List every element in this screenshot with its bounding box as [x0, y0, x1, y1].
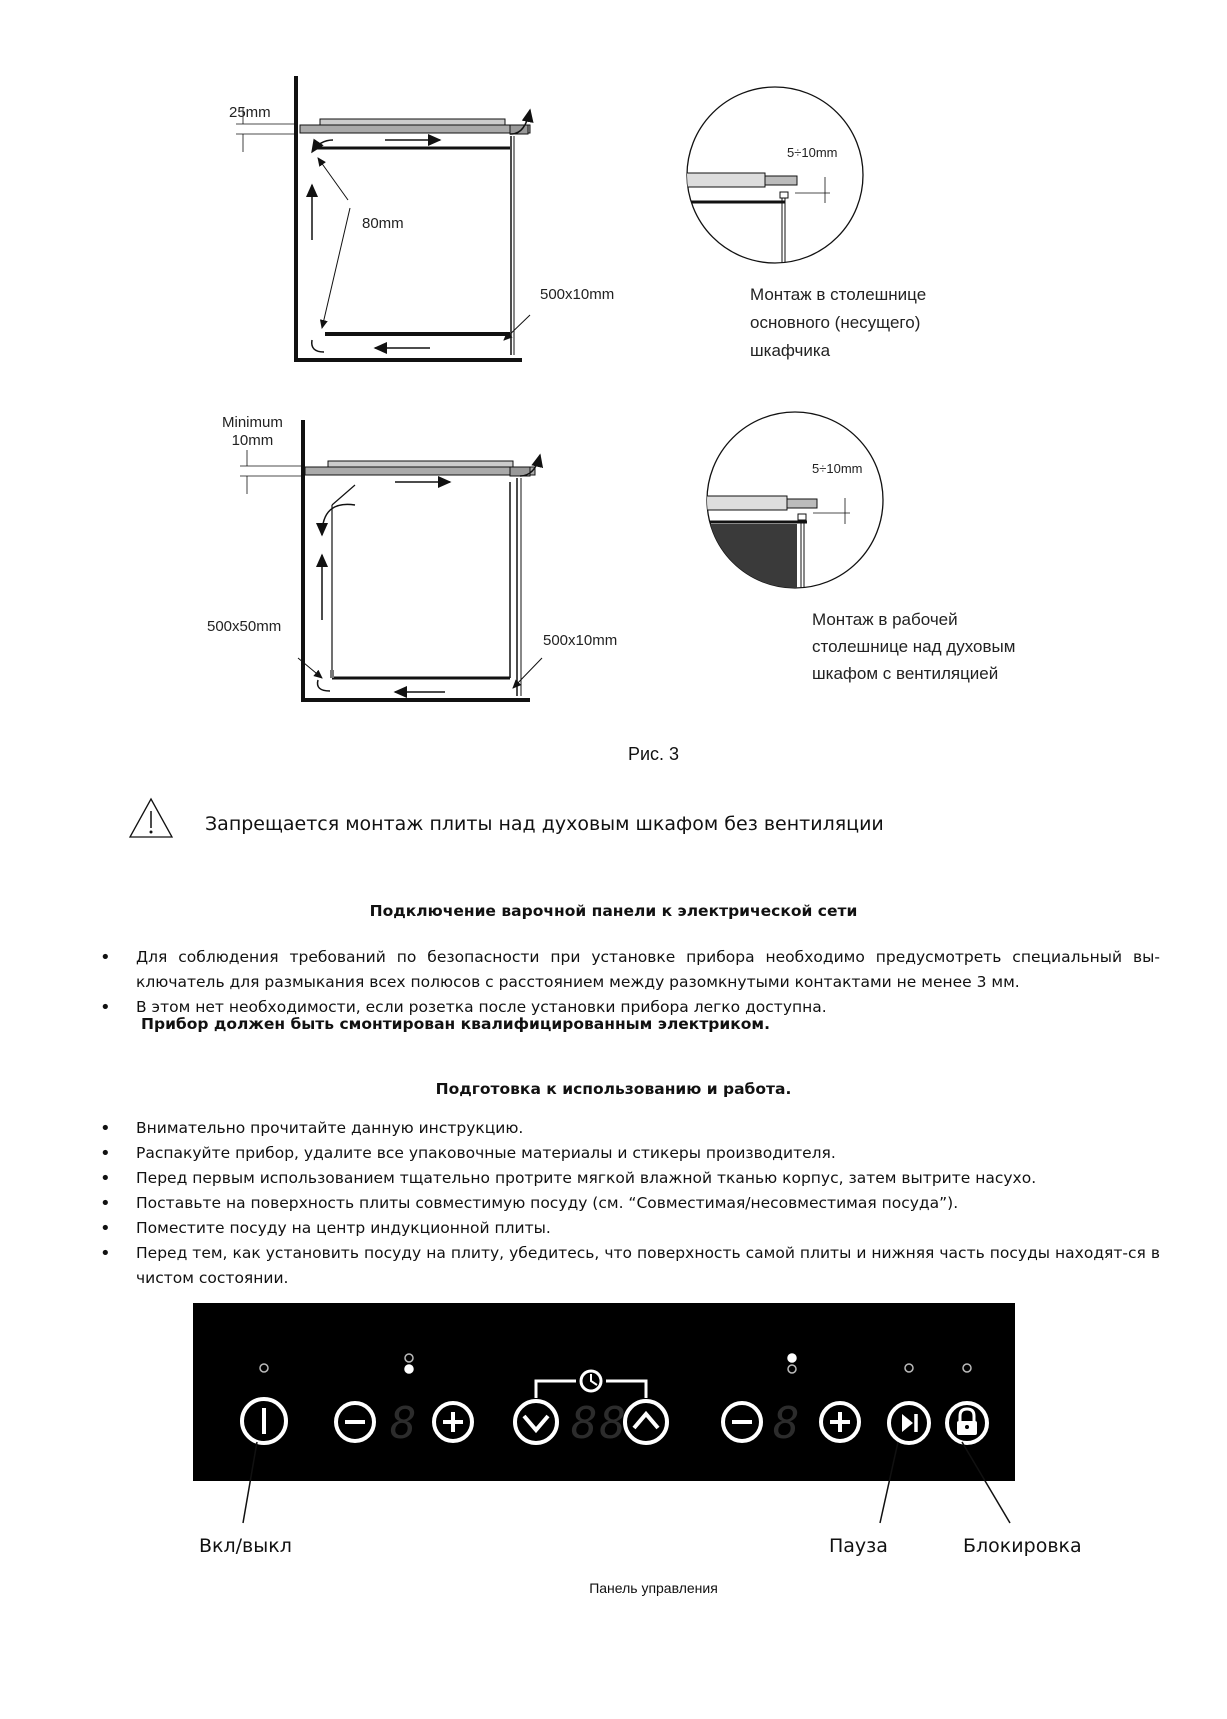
warning-triangle-icon	[128, 797, 174, 839]
timer-display: 88	[571, 1398, 628, 1449]
list-item: • Для соблюдения требований по безопасности при установке прибора необходимо предусмотреть специальный вы-ключатель для размыкания всех полюсов с расстоянием между разомкнутыми контактами не менее 3 мм.	[100, 945, 1160, 995]
diagram-1-caption: Монтаж в столешнице основного (несущего) шкафчика	[750, 285, 927, 360]
side-label-500x10mm: 500x10mm	[540, 286, 615, 303]
detail-label-1: 5÷10mm	[787, 145, 838, 160]
bottom-label-500x50mm: 500x50mm	[207, 618, 282, 635]
callout-lines	[0, 1440, 1227, 1530]
left-zone-plus-button[interactable]	[430, 1399, 476, 1445]
ventilation-diagram-2	[200, 410, 640, 710]
section-preparation-list	[100, 1116, 1160, 1291]
section-electrical-heading: Подключение варочной панели к электрической сети	[369, 902, 858, 920]
power-label: Вкл/выкл	[199, 1535, 292, 1557]
left-zone-minus-button[interactable]	[332, 1399, 378, 1445]
list-item: • Поместите посуду на центр индукционной плиты.	[100, 1216, 1160, 1241]
detail-label-2: 5÷10mm	[812, 461, 863, 476]
right-zone-plus-button[interactable]	[817, 1399, 863, 1445]
vent-label-80mm: 80mm	[362, 215, 404, 232]
right-zone-display: 8	[773, 1398, 800, 1449]
electrician-note: Прибор должен быть смонтирован квалифицированным электриком.	[141, 1015, 770, 1033]
figure-caption: Рис. 3	[627, 744, 680, 764]
pause-label: Пауза	[829, 1535, 888, 1557]
detail-circle-1	[685, 85, 865, 265]
list-item: • В этом нет необходимости, если розетка после установки прибора легко доступна.	[100, 995, 1160, 1020]
list-item: • Распакуйте прибор, удалите все упаковочные материалы и стикеры производителя.	[100, 1141, 1160, 1166]
detail-circle-2	[705, 410, 885, 590]
gap-label-25mm: 25mm	[229, 104, 271, 121]
list-item: • Поставьте на поверхность плиты совместимую посуду (см. “Совместимая/несовместимая посуда”).	[100, 1191, 1160, 1216]
section-preparation-heading: Подготовка к использованию и работа.	[435, 1080, 792, 1098]
lock-label: Блокировка	[963, 1535, 1082, 1557]
list-item: • Перед тем, как установить посуду на плиту, убедитесь, что поверхность самой плиты и нижняя часть посуды находят-ся в чистом состоянии.	[100, 1241, 1160, 1291]
side-label-500x10mm-2: 500x10mm	[543, 632, 618, 649]
list-item: • Перед первым использованием тщательно протрите мягкой влажной тканью корпус, затем вытрите насухо.	[100, 1166, 1160, 1191]
right-zone-minus-button[interactable]	[719, 1399, 765, 1445]
gap-label-minimum: Minimum 10mm	[222, 414, 283, 449]
warning-text: Запрещается монтаж плиты над духовым шкафом без вентиляции	[205, 813, 884, 835]
left-zone-display: 8	[390, 1398, 417, 1449]
section-electrical-list	[100, 945, 1160, 1020]
diagram-2-caption: Монтаж в рабочей столешнице над духовым шкафом с вентиляцией	[812, 610, 1016, 683]
control-panel-caption: Панель управления	[589, 1580, 718, 1596]
list-item: • Внимательно прочитайте данную инструкцию.	[100, 1116, 1160, 1141]
